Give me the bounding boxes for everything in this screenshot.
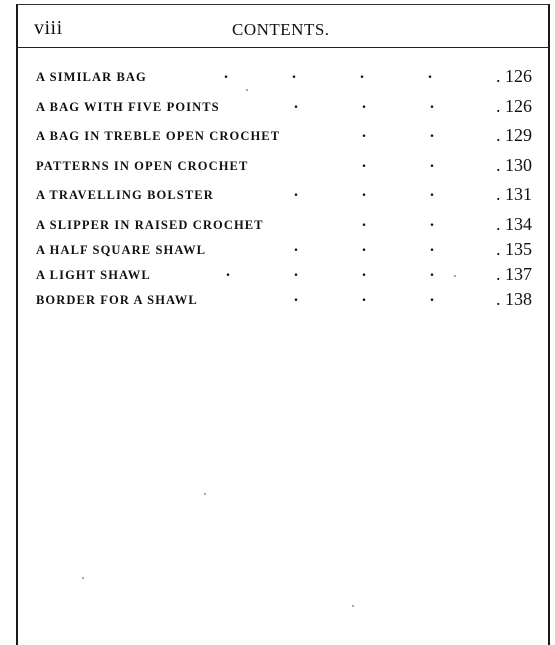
- toc-entry: [36, 154, 530, 184]
- toc-entry-title: A TRAVELLING BOLSTER: [36, 188, 214, 202]
- leader-dot: .: [294, 262, 298, 280]
- leader-dot: .: [430, 153, 434, 171]
- toc-entry-title: A BAG IN TREBLE OPEN CROCHET: [36, 129, 281, 143]
- toc-entry-title: A HALF SQUARE SHAWL: [36, 242, 207, 257]
- leader-dot: .: [362, 212, 366, 230]
- book-page: [16, 4, 550, 645]
- paper-speck: [82, 577, 84, 579]
- leader-dot: .: [362, 237, 366, 255]
- leader-dot: .: [362, 262, 366, 280]
- leader-dot: .: [292, 65, 296, 82]
- toc-entry: [36, 288, 530, 313]
- toc-entry: [36, 65, 530, 95]
- toc-entry-page: . 138: [496, 288, 532, 309]
- leader-dot: .: [428, 65, 432, 82]
- running-title: CONTENTS.: [232, 20, 330, 39]
- paper-speck: [454, 275, 456, 277]
- paper-speck: [352, 605, 354, 607]
- leader-dot: .: [224, 65, 228, 82]
- leader-dot: .: [430, 124, 434, 141]
- toc-entry-page: . 129: [496, 125, 532, 145]
- toc-entry-page: . 126: [496, 95, 532, 116]
- leader-dot: .: [294, 287, 298, 305]
- toc-entry-title: A LIGHT SHAWL: [36, 267, 151, 282]
- paper-speck: [204, 493, 206, 495]
- leader-dot: .: [430, 94, 434, 112]
- toc-entry-page: . 134: [496, 213, 532, 234]
- page-number: viii: [34, 17, 63, 39]
- toc-entry: [36, 183, 530, 213]
- toc-entry: [36, 95, 530, 125]
- leader-dot: .: [294, 183, 298, 200]
- toc-entry-page: . 137: [496, 263, 532, 284]
- toc-entry-page: . 126: [496, 66, 532, 86]
- leader-dot: .: [430, 212, 434, 230]
- toc-entry: [36, 213, 530, 238]
- leader-dot: .: [430, 183, 434, 200]
- toc-entry-title: A SIMILAR BAG: [36, 70, 147, 84]
- leader-dot: .: [362, 124, 366, 141]
- leader-dot: .: [226, 262, 230, 280]
- toc-entry-title: A SLIPPER IN RAISED CROCHET: [36, 217, 264, 232]
- toc-entry-page: . 130: [496, 154, 532, 175]
- leader-dot: .: [362, 94, 366, 112]
- leader-dot: .: [360, 65, 364, 82]
- leader-dot: .: [430, 237, 434, 255]
- toc-entry-title: A BAG WITH FIVE POINTS: [36, 99, 220, 114]
- leader-dot: .: [294, 94, 298, 112]
- page-header: [18, 5, 548, 48]
- leader-dot: .: [362, 287, 366, 305]
- leader-dot: .: [362, 183, 366, 200]
- toc-entry: [36, 124, 530, 154]
- leader-dot: .: [430, 287, 434, 305]
- leader-dot: .: [362, 153, 366, 171]
- toc-entry-title: PATTERNS IN OPEN CROCHET: [36, 158, 249, 173]
- toc-entry: [36, 238, 530, 263]
- leader-dot: .: [430, 262, 434, 280]
- toc-entry-page: . 135: [496, 238, 532, 259]
- paper-speck: [246, 89, 248, 91]
- toc-entry-title: BORDER FOR A SHAWL: [36, 292, 198, 307]
- toc-entry-page: . 131: [496, 184, 532, 204]
- leader-dot: .: [294, 237, 298, 255]
